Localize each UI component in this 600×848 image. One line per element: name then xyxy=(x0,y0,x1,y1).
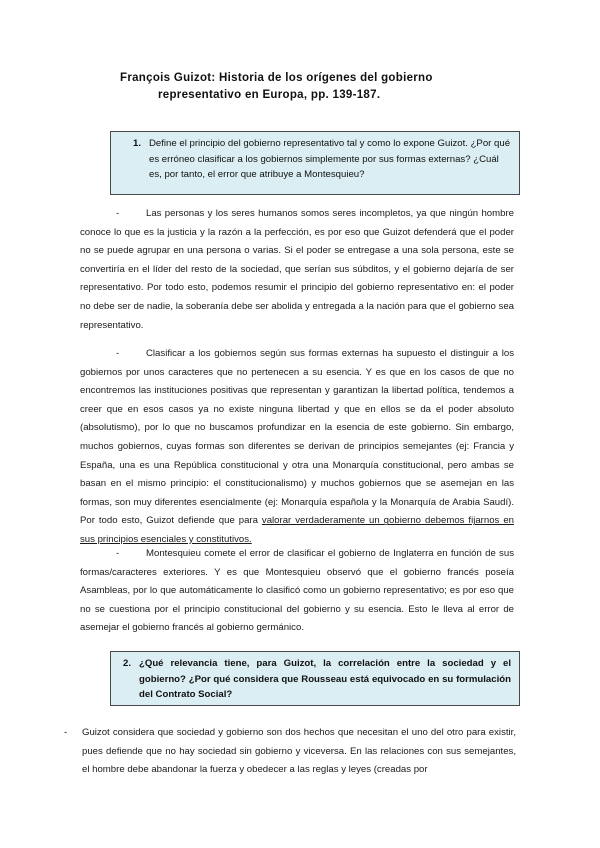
bullet-dash: - xyxy=(64,727,68,738)
bullet-dash: - xyxy=(116,208,120,219)
paragraph-2-text: Clasificar a los gobiernos según sus formas externas ha supuesto el distinguir a los gobiernos por unos caracteres que no pertenecen a su esencia. Y es que en los casos de que no encontremos las instituciones positivas que representan y garantizan la libertad política, tendemos a creer que en esos casos ya no existe ninguna libertad y que en ellos se da el poder absoluto (absolutismo), por lo que no buscamos profundizar en la esencia de este gobierno. Sin embargo, muchos gobiernos, cuyas formas son diferentes se derivan de principios semejantes (ej: Francia y España, una es una República constitucional y otra una Monarquía constitucional, pero ambas se basan en el mismo principio: el constitucionalismo) y muchos gobiernos que se asemejan en las formas, son muy diferentes esencialmente (ej: Monarquía española y la Monarquía de Arabia Saudí). Por todo esto, Guizot defiende que para xyxy=(80,348,514,527)
document-title xyxy=(120,70,520,104)
question-1-box xyxy=(110,131,520,195)
answer-paragraph-1 xyxy=(80,205,514,335)
paragraph-3-text: Montesquieu comete el error de clasificar el gobierno de Inglaterra en función de sus formas/caracteres exteriores. Y es que Montesquieu observó que el gobierno francés poseía Asambleas, por lo que automáticamente lo clasificó como un gobierno representativo; es por eso que no se cuestiona por el principio constitucional del gobierno y su esencia. Esto le lleva al error de asemejar el gobierno francés al gobierno germánico. xyxy=(80,548,514,634)
title-line-1: François Guizot: Historia de los orígenes del gobierno xyxy=(120,72,433,84)
question-2-box xyxy=(110,651,520,706)
question-1-number: 1. xyxy=(133,138,142,149)
answer-paragraph-2 xyxy=(80,345,514,550)
question-1-text: Define el principio del gobierno representativo tal y como lo expone Guizot. ¿Por qué es erróneo clasificar a los gobiernos simplemente por sus formas externas? ¿Cuál es, por tanto, el error que atribuye a Montesquieu? xyxy=(149,138,511,180)
answer-paragraph-4 xyxy=(82,724,516,780)
question-2-number: 2. xyxy=(123,658,132,669)
title-line-2: representativo en Europa, pp. 139-187. xyxy=(158,89,381,101)
bullet-dash: - xyxy=(116,548,120,559)
question-2-text: ¿Qué relevancia tiene, para Guizot, la correlación entre la sociedad y el gobierno? ¿Por qué considera que Rousseau está equivocado en su formulación del Contrato Social? xyxy=(139,658,511,700)
paragraph-1-text: Las personas y los seres humanos somos seres incompletos, ya que ningún hombre conoce lo que es la justicia y la razón a la perfección, es por eso que Guizot defenderá que el poder no se puede agrupar en una persona o varias. Si el poder se entregase a una sola persona, este se convertiría en el líder del resto de la sociedad, que serían sus súbditos, y el gobierno dejaría de ser representativo. Por todo esto, podemos resumir el principio del gobierno representativo en: el poder no debe ser de nadie, la soberanía debe ser abolida y entregada a la nación para que el gobierno sea representativo. xyxy=(80,208,514,331)
paragraph-2-underlined-text: valorar verdaderamente un gobierno debemos fijarnos en sus principios esenciales y constitutivos. xyxy=(80,515,514,545)
answer-paragraph-3 xyxy=(80,545,514,638)
bullet-dash: - xyxy=(116,348,120,359)
paragraph-4-text: Guizot considera que sociedad y gobierno son dos hechos que necesitan el uno del otro para existir, pues defiende que no hay sociedad sin gobierno y viceversa. En las relaciones con sus semejantes, el hombre debe abandonar la fuerza y obedecer a las reglas y leyes (creadas por xyxy=(82,727,516,776)
